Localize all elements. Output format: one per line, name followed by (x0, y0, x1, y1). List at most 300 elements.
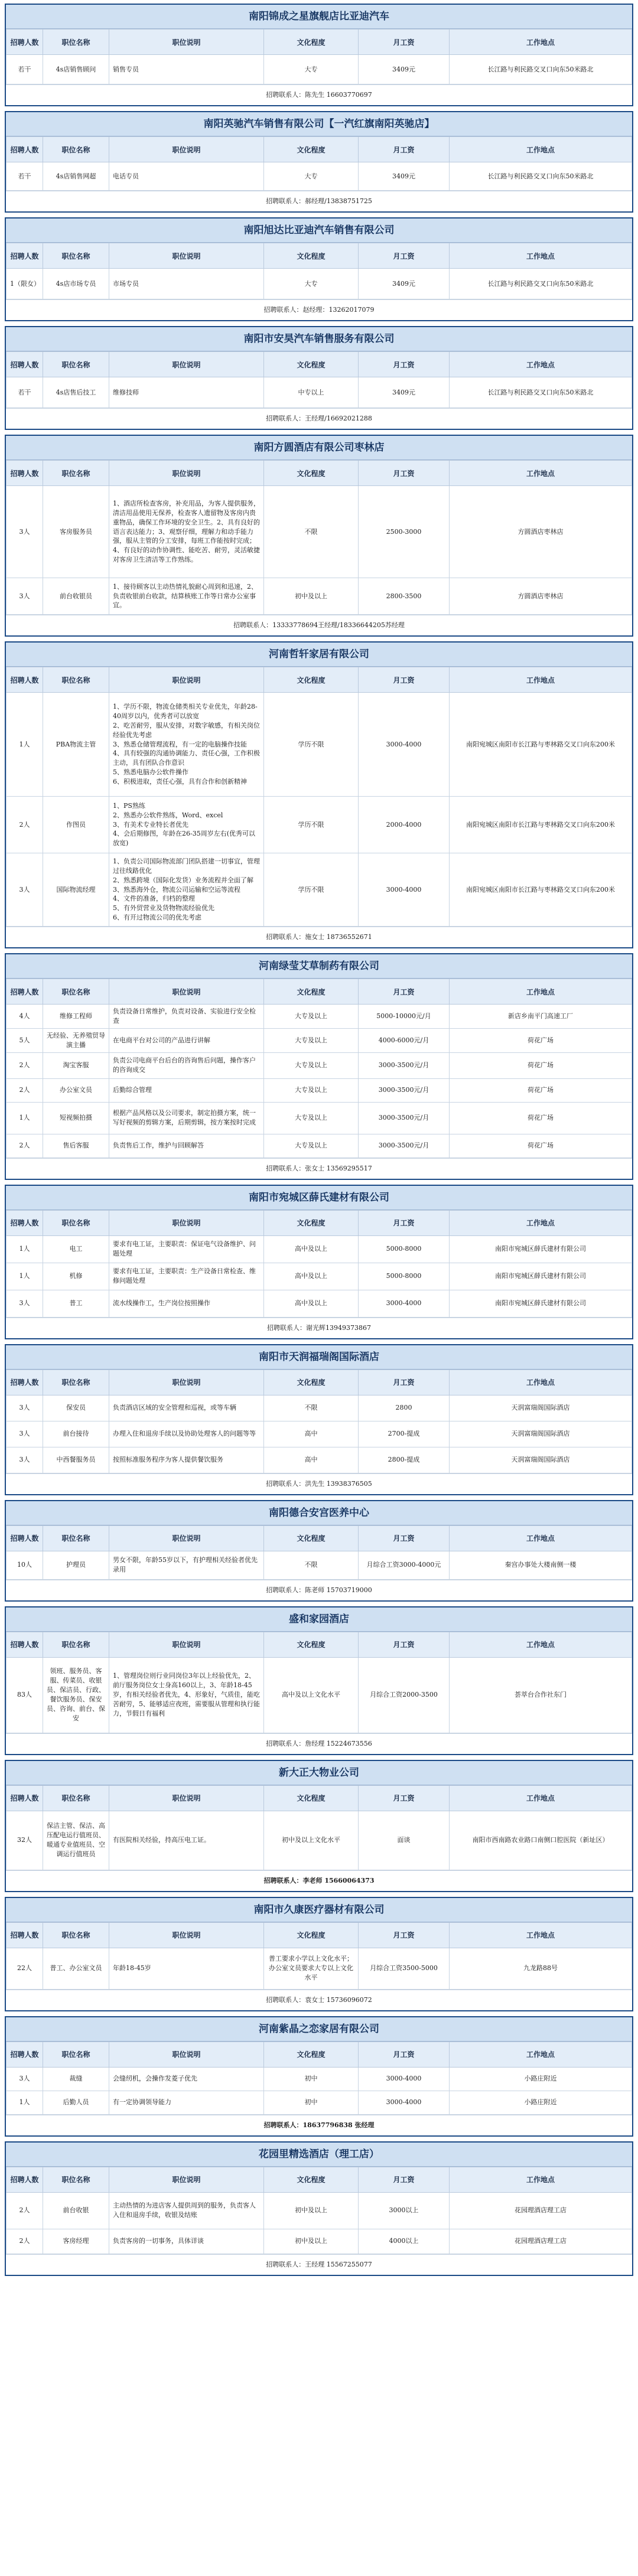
cell-description: 1、PS熟练 2、熟悉办公软件熟练，Word、excel 3、有美术专业特长者优先 4、会后期修图，年龄在26-35周岁左右(优秀可以放宽) (109, 797, 264, 853)
company-section (5, 4, 633, 106)
cell-location: 南阳市宛城区薛氏建材有限公司 (450, 1290, 632, 1317)
company-name: 南阳英驰汽车销售有限公司【一汽红旗南阳英驰店】 (6, 112, 632, 136)
company-name: 南阳市久康医疗器材有限公司 (6, 1898, 632, 1922)
table-header-row (6, 1922, 632, 1948)
company-name: 南阳市宛城区薛氏建材有限公司 (6, 1186, 632, 1210)
column-header-education: 文化程度 (264, 2167, 359, 2192)
column-header-education: 文化程度 (264, 352, 359, 377)
cell-description: 年龄18-45岁 (109, 1948, 264, 1989)
cell-salary: 2700-提成 (359, 1421, 450, 1447)
column-header-position: 职位名称 (43, 352, 109, 377)
company-section (5, 1344, 633, 1495)
cell-location: 荷花广场 (450, 1134, 632, 1157)
company-section (5, 641, 633, 948)
company-section (5, 1897, 633, 2011)
cell-headcount: 若干 (6, 377, 43, 408)
column-header-position: 职位名称 (43, 2167, 109, 2192)
column-header-position: 职位名称 (43, 461, 109, 486)
cell-description: 1、学历不限，物流仓储类相关专业优先，年龄28-40周岁以内，优秀者可以放宽 2、吃苦耐劳，服从安排，对数字敏感，有相关岗位经验优先考虑 3、熟悉仓储管理流程，有一定的电脑操作技能 4、具有较强的沟通协调能力、责任心强，工作积极主动，具有团队合作意识 5、熟悉电脑办公软件操作 6、积极进取，责任心强，具有合作和创新精神 (109, 693, 264, 797)
table-header-row (6, 979, 632, 1005)
cell-description: 1、管理岗位则行业同岗位3年以上经验优先，2、前厅服务岗位女士身高160以上，3、年龄18-45岁，有相关经验者优先，4、形象好，气质佳，能吃苦耐劳，5、能够适应夜班，需要服从管理和执行能力，节假日有福利 (109, 1657, 264, 1733)
cell-salary: 月综合工资3500-5000 (359, 1948, 450, 1989)
column-header-description: 职位说明 (109, 1632, 264, 1657)
table-header-row (6, 2042, 632, 2067)
cell-salary: 3000-3500元/月 (359, 1078, 450, 1102)
cell-education: 大专及以上 (264, 1134, 359, 1157)
cell-location: 荷花广场 (450, 1078, 632, 1102)
company-name: 南阳德合安宫医养中心 (6, 1501, 632, 1525)
cell-location: 南阳宛城区南阳市长江路与枣林路交叉口向东200米 (450, 693, 632, 797)
company-section (5, 326, 633, 430)
table-row (6, 162, 632, 191)
company-name: 河南哲轩家居有限公司 (6, 643, 632, 667)
cell-location: 长江路与利民路交叉口向东50米路北 (450, 55, 632, 84)
column-header-education: 文化程度 (264, 979, 359, 1005)
cell-position: 保安员 (43, 1395, 109, 1421)
job-table (6, 1922, 632, 1990)
company-name: 南阳方圆酒店有限公司枣林店 (6, 436, 632, 460)
cell-salary: 5000-10000元/月 (359, 1005, 450, 1029)
contact-line: 招聘联系人：陈先生 16603770697 (6, 84, 632, 105)
table-header-row (6, 243, 632, 269)
column-header-location: 工作地点 (450, 979, 632, 1005)
cell-headcount: 3人 (6, 2067, 43, 2091)
cell-position: 护理员 (43, 1551, 109, 1579)
cell-education: 高中及以上文化水平 (264, 1657, 359, 1733)
cell-headcount: 3人 (6, 578, 43, 615)
column-header-position: 职位名称 (43, 2042, 109, 2067)
cell-description: 会缝纫机，会操作发菱子优先 (109, 2067, 264, 2091)
table-row (6, 1421, 632, 1447)
table-header-row (6, 2167, 632, 2192)
table-row (6, 269, 632, 299)
cell-headcount: 2人 (6, 1078, 43, 1102)
cell-headcount: 若干 (6, 162, 43, 191)
table-row (6, 1078, 632, 1102)
table-header-row (6, 1369, 632, 1395)
column-header-salary: 月工资 (359, 30, 450, 55)
job-table (6, 979, 632, 1158)
cell-education: 初中及以上 (264, 2229, 359, 2254)
column-header-headcount: 招聘人数 (6, 1210, 43, 1235)
cell-salary: 3000-4000 (359, 1290, 450, 1317)
table-header-row (6, 461, 632, 486)
cell-location: 荷花广场 (450, 1102, 632, 1134)
column-header-location: 工作地点 (450, 667, 632, 693)
column-header-description: 职位说明 (109, 352, 264, 377)
cell-education: 大专及以上 (264, 1052, 359, 1078)
cell-position: 前台收银 (43, 2192, 109, 2229)
cell-description: 负责设备日常维护，负责对设备、实验进行安全检查 (109, 1005, 264, 1029)
table-header-row (6, 352, 632, 377)
cell-education: 普工要求小学以上文化水平；办公室文员要求大专以上文化水平 (264, 1948, 359, 1989)
cell-location: 方圆酒店枣林店 (450, 578, 632, 615)
contact-line: 招聘联系人：洪先生 13938376505 (6, 1473, 632, 1494)
cell-education: 学历不限 (264, 797, 359, 853)
cell-headcount: 3人 (6, 486, 43, 578)
column-header-location: 工作地点 (450, 2167, 632, 2192)
cell-headcount: 1人 (6, 693, 43, 797)
table-row (6, 55, 632, 84)
cell-salary: 3000-4000 (359, 2091, 450, 2114)
column-header-headcount: 招聘人数 (6, 243, 43, 269)
cell-education: 初中及以上文化水平 (264, 1811, 359, 1870)
cell-headcount: 10人 (6, 1551, 43, 1579)
cell-salary: 2800 (359, 1395, 450, 1421)
table-header-row (6, 1785, 632, 1811)
cell-education: 大专及以上 (264, 1005, 359, 1029)
cell-position: 客房经理 (43, 2229, 109, 2254)
company-name: 河南紫晶之恋家居有限公司 (6, 2017, 632, 2042)
cell-description: 负责客房的一切事务，具体详谈 (109, 2229, 264, 2254)
cell-position: 电工 (43, 1235, 109, 1263)
column-header-headcount: 招聘人数 (6, 30, 43, 55)
company-section (5, 111, 633, 213)
column-header-salary: 月工资 (359, 461, 450, 486)
column-header-headcount: 招聘人数 (6, 352, 43, 377)
cell-salary: 2000-4000 (359, 797, 450, 853)
job-table (6, 1210, 632, 1318)
cell-education: 中专以上 (264, 377, 359, 408)
table-row (6, 1447, 632, 1473)
job-table (6, 667, 632, 927)
column-header-headcount: 招聘人数 (6, 1922, 43, 1948)
cell-education: 高中及以上 (264, 1235, 359, 1263)
table-row (6, 1052, 632, 1078)
cell-education: 大专及以上 (264, 1078, 359, 1102)
column-header-headcount: 招聘人数 (6, 2042, 43, 2067)
company-section (5, 1760, 633, 1892)
cell-headcount: 22人 (6, 1948, 43, 1989)
column-header-description: 职位说明 (109, 1525, 264, 1551)
cell-salary: 3000-4000 (359, 853, 450, 927)
cell-description: 主动热情的为进店客人提供周到的服务，负责客人入住和退房手续，收银及结账 (109, 2192, 264, 2229)
cell-description: 男女不限，年龄55岁以下，有护理相关经验者优先录用 (109, 1551, 264, 1579)
column-header-salary: 月工资 (359, 352, 450, 377)
job-table (6, 1785, 632, 1870)
table-row (6, 1102, 632, 1134)
job-table (6, 351, 632, 408)
column-header-position: 职位名称 (43, 30, 109, 55)
table-row (6, 1811, 632, 1870)
column-header-salary: 月工资 (359, 2042, 450, 2067)
company-section (5, 1500, 633, 1602)
column-header-education: 文化程度 (264, 1632, 359, 1657)
cell-salary: 3000-3500元/月 (359, 1052, 450, 1078)
cell-salary: 3000以上 (359, 2192, 450, 2229)
contact-line: 招聘联系人：王经理/16692021288 (6, 408, 632, 429)
cell-salary: 4000-6000元/月 (359, 1028, 450, 1052)
cell-position: 客房服务员 (43, 486, 109, 578)
cell-education: 高中 (264, 1447, 359, 1473)
cell-location: 天润富瑞阁国际酒店 (450, 1447, 632, 1473)
contact-line: 招聘联系人：18637796838 张经理 (6, 2115, 632, 2135)
column-header-salary: 月工资 (359, 243, 450, 269)
column-header-position: 职位名称 (43, 243, 109, 269)
cell-location: 九龙路88号 (450, 1948, 632, 1989)
cell-location: 小路庄附近 (450, 2067, 632, 2091)
column-header-position: 职位名称 (43, 667, 109, 693)
cell-description: 销售专员 (109, 55, 264, 84)
table-header-row (6, 1632, 632, 1657)
job-table (6, 2042, 632, 2115)
column-header-headcount: 招聘人数 (6, 461, 43, 486)
table-header-row (6, 1210, 632, 1235)
cell-position: 前台收银员 (43, 578, 109, 615)
cell-salary: 2800-3500 (359, 578, 450, 615)
column-header-description: 职位说明 (109, 461, 264, 486)
column-header-education: 文化程度 (264, 243, 359, 269)
contact-line: 招聘联系人：张女士 13569295517 (6, 1158, 632, 1179)
cell-position: 维修工程师 (43, 1005, 109, 1029)
cell-description: 流水线操作工，生产岗位按照操作 (109, 1290, 264, 1317)
cell-position: PBA物流主管 (43, 693, 109, 797)
company-name: 花园里精选酒店（理工店） (6, 2143, 632, 2167)
cell-description: 有医院相关经验，持高压电工证。 (109, 1811, 264, 1870)
table-row (6, 2091, 632, 2114)
column-header-education: 文化程度 (264, 2042, 359, 2067)
cell-location: 天润富瑞阁国际酒店 (450, 1421, 632, 1447)
column-header-headcount: 招聘人数 (6, 2167, 43, 2192)
column-header-position: 职位名称 (43, 1210, 109, 1235)
cell-description: 1、酒店所检查客房，补充用品，为客人提供服务，清洁用品使用无保养，检查客人遗留物及客房内贵重物品，确保工作环境的安全卫生。2、具有良好的语言表达能力；3、观察仔细，理解力和动手能力强，服从主管的分工安排，每班工作能按时完成；4、有良好的动作协调性、能吃苦、耐劳，灵活敏捷对客房卫生清洁等工作熟练。 (109, 486, 264, 578)
table-row (6, 1028, 632, 1052)
column-header-salary: 月工资 (359, 1785, 450, 1811)
cell-headcount: 1人 (6, 1263, 43, 1290)
contact-line: 招聘联系人：郝经理/13838751725 (6, 191, 632, 211)
cell-position: 短视频拍摄 (43, 1102, 109, 1134)
column-header-headcount: 招聘人数 (6, 1525, 43, 1551)
cell-position: 办公室文员 (43, 1078, 109, 1102)
company-section (5, 2016, 633, 2137)
contact-line: 招聘联系人：袁女士 15736096072 (6, 1990, 632, 2010)
cell-education: 不限 (264, 486, 359, 578)
cell-headcount: 若干 (6, 55, 43, 84)
column-header-description: 职位说明 (109, 137, 264, 162)
column-header-description: 职位说明 (109, 2042, 264, 2067)
job-table (6, 1632, 632, 1733)
cell-description: 在电商平台对公司的产品进行讲解 (109, 1028, 264, 1052)
column-header-headcount: 招聘人数 (6, 137, 43, 162)
cell-education: 初中及以上 (264, 2192, 359, 2229)
table-header-row (6, 30, 632, 55)
cell-education: 大专 (264, 269, 359, 299)
cell-description: 办理入住和退房手续以及协助处理客人的问题等等 (109, 1421, 264, 1447)
cell-position: 前台接待 (43, 1421, 109, 1447)
column-header-location: 工作地点 (450, 461, 632, 486)
table-row (6, 2067, 632, 2091)
cell-salary: 月综合工资3000-4000元 (359, 1551, 450, 1579)
cell-description: 后勤综合管理 (109, 1078, 264, 1102)
cell-location: 花园理酒店理工店 (450, 2229, 632, 2254)
cell-location: 秦宫办事处大楼南侧一楼 (450, 1551, 632, 1579)
company-name: 南阳市天润福瑞阁国际酒店 (6, 1345, 632, 1369)
column-header-description: 职位说明 (109, 30, 264, 55)
cell-position: 售后客服 (43, 1134, 109, 1157)
cell-headcount: 2人 (6, 1052, 43, 1078)
column-header-salary: 月工资 (359, 1922, 450, 1948)
column-header-location: 工作地点 (450, 1632, 632, 1657)
column-header-education: 文化程度 (264, 137, 359, 162)
column-header-description: 职位说明 (109, 1922, 264, 1948)
company-section (5, 435, 633, 637)
cell-position: 无经验、无养殖贸导演主播 (43, 1028, 109, 1052)
cell-description: 维修技师 (109, 377, 264, 408)
company-name: 南阳旭达比亚迪汽车销售有限公司 (6, 219, 632, 243)
cell-headcount: 4人 (6, 1005, 43, 1029)
cell-salary: 5000-8000 (359, 1263, 450, 1290)
cell-education: 不限 (264, 1395, 359, 1421)
job-table (6, 1369, 632, 1473)
table-row (6, 797, 632, 853)
contact-line: 招聘联系人：赵经理：13262017079 (6, 299, 632, 320)
cell-location: 南阳市宛城区薛氏建材有限公司 (450, 1263, 632, 1290)
column-header-description: 职位说明 (109, 1369, 264, 1395)
cell-position: 裁缝 (43, 2067, 109, 2091)
job-table (6, 136, 632, 191)
cell-position: 4s店销售顾问 (43, 55, 109, 84)
column-header-location: 工作地点 (450, 352, 632, 377)
table-row (6, 2229, 632, 2254)
cell-description: 要求有电工证，主要职责：保证电气设备维护、问题处理 (109, 1235, 264, 1263)
column-header-salary: 月工资 (359, 1210, 450, 1235)
cell-education: 高中 (264, 1421, 359, 1447)
column-header-position: 职位名称 (43, 979, 109, 1005)
table-row (6, 1395, 632, 1421)
table-row (6, 1235, 632, 1263)
company-section (5, 2141, 633, 2276)
job-table (6, 1525, 632, 1580)
table-row (6, 578, 632, 615)
company-section (5, 217, 633, 321)
cell-location: 荷花广场 (450, 1028, 632, 1052)
cell-position: 4s店销售网超 (43, 162, 109, 191)
column-header-headcount: 招聘人数 (6, 1369, 43, 1395)
cell-headcount: 3人 (6, 1421, 43, 1447)
table-row (6, 377, 632, 408)
table-header-row (6, 667, 632, 693)
job-table (6, 460, 632, 615)
cell-education: 初中及以上 (264, 578, 359, 615)
column-header-education: 文化程度 (264, 667, 359, 693)
cell-headcount: 2人 (6, 797, 43, 853)
cell-location: 方圆酒店枣林店 (450, 486, 632, 578)
column-header-description: 职位说明 (109, 243, 264, 269)
cell-education: 初中 (264, 2091, 359, 2114)
company-name: 新大正大物业公司 (6, 1761, 632, 1785)
company-name: 河南绿莹艾草制药有限公司 (6, 954, 632, 979)
cell-headcount: 3人 (6, 1395, 43, 1421)
cell-position: 保洁主管、保洁、高压配电运行值班员、暖通专业值班员、空调运行值班员 (43, 1811, 109, 1870)
cell-description: 电话专员 (109, 162, 264, 191)
cell-headcount: 2人 (6, 2229, 43, 2254)
cell-education: 高中及以上 (264, 1290, 359, 1317)
column-header-position: 职位名称 (43, 1922, 109, 1948)
cell-salary: 2500-3000 (359, 486, 450, 578)
cell-salary: 4000以上 (359, 2229, 450, 2254)
cell-description: 1、接待顾客以主动热情礼貌耐心周到和迅速，2、负责收银前台收款，结算核账工作等日常办公室事宜。 (109, 578, 264, 615)
cell-headcount: 83人 (6, 1657, 43, 1733)
cell-position: 机修 (43, 1263, 109, 1290)
column-header-salary: 月工资 (359, 667, 450, 693)
table-row (6, 486, 632, 578)
job-table (6, 29, 632, 84)
table-row (6, 2192, 632, 2229)
cell-location: 长江路与利民路交叉口向东50米路北 (450, 269, 632, 299)
cell-salary: 3000-3500元/月 (359, 1134, 450, 1157)
cell-education: 学历不限 (264, 853, 359, 927)
table-row (6, 853, 632, 927)
column-header-location: 工作地点 (450, 1210, 632, 1235)
column-header-salary: 月工资 (359, 137, 450, 162)
column-header-salary: 月工资 (359, 1632, 450, 1657)
cell-headcount: 3人 (6, 1290, 43, 1317)
job-listings-document (5, 4, 633, 2276)
company-name: 盛和家园酒店 (6, 1607, 632, 1632)
table-row (6, 1290, 632, 1317)
cell-description: 负责公司电商平台后台的咨询售后问题，操作客户的咨询成交 (109, 1052, 264, 1078)
cell-position: 普工、办公室文员 (43, 1948, 109, 1989)
table-row (6, 1657, 632, 1733)
column-header-salary: 月工资 (359, 1525, 450, 1551)
cell-salary: 月综合工资2000-3500 (359, 1657, 450, 1733)
job-table (6, 243, 632, 299)
column-header-location: 工作地点 (450, 1785, 632, 1811)
cell-headcount: 1人 (6, 2091, 43, 2114)
column-header-salary: 月工资 (359, 979, 450, 1005)
table-row (6, 693, 632, 797)
column-header-position: 职位名称 (43, 137, 109, 162)
column-header-headcount: 招聘人数 (6, 979, 43, 1005)
column-header-headcount: 招聘人数 (6, 1632, 43, 1657)
cell-position: 国际物流经理 (43, 853, 109, 927)
cell-position: 作图员 (43, 797, 109, 853)
contact-line: 招聘联系人：谢光辉13949373867 (6, 1318, 632, 1338)
column-header-education: 文化程度 (264, 1785, 359, 1811)
contact-line: 招聘联系人：王经理 15567255077 (6, 2254, 632, 2275)
cell-education: 大专 (264, 55, 359, 84)
column-header-salary: 月工资 (359, 1369, 450, 1395)
column-header-education: 文化程度 (264, 30, 359, 55)
column-header-location: 工作地点 (450, 2042, 632, 2067)
column-header-description: 职位说明 (109, 667, 264, 693)
cell-location: 南阳市西南路农业路口南侧口腔医院（新址区） (450, 1811, 632, 1870)
cell-location: 南阳宛城区南阳市长江路与枣林路交叉口向东200米 (450, 853, 632, 927)
cell-education: 高中及以上 (264, 1263, 359, 1290)
contact-line: 招聘联系人：施女士 18736552671 (6, 927, 632, 947)
cell-education: 学历不限 (264, 693, 359, 797)
column-header-education: 文化程度 (264, 461, 359, 486)
cell-headcount: 3人 (6, 1447, 43, 1473)
company-section (5, 1606, 633, 1755)
company-section (5, 1185, 633, 1339)
cell-headcount: 3人 (6, 853, 43, 927)
cell-description: 市场专员 (109, 269, 264, 299)
table-row (6, 1263, 632, 1290)
column-header-headcount: 招聘人数 (6, 1785, 43, 1811)
column-header-headcount: 招聘人数 (6, 667, 43, 693)
table-row (6, 1551, 632, 1579)
cell-education: 不限 (264, 1551, 359, 1579)
column-header-education: 文化程度 (264, 1210, 359, 1235)
cell-salary: 2800-提成 (359, 1447, 450, 1473)
cell-description: 负责售后工作，维护与回顾解答 (109, 1134, 264, 1157)
cell-salary: 3409元 (359, 162, 450, 191)
cell-salary: 3409元 (359, 377, 450, 408)
table-row (6, 1948, 632, 1989)
column-header-salary: 月工资 (359, 2167, 450, 2192)
cell-education: 初中 (264, 2067, 359, 2091)
